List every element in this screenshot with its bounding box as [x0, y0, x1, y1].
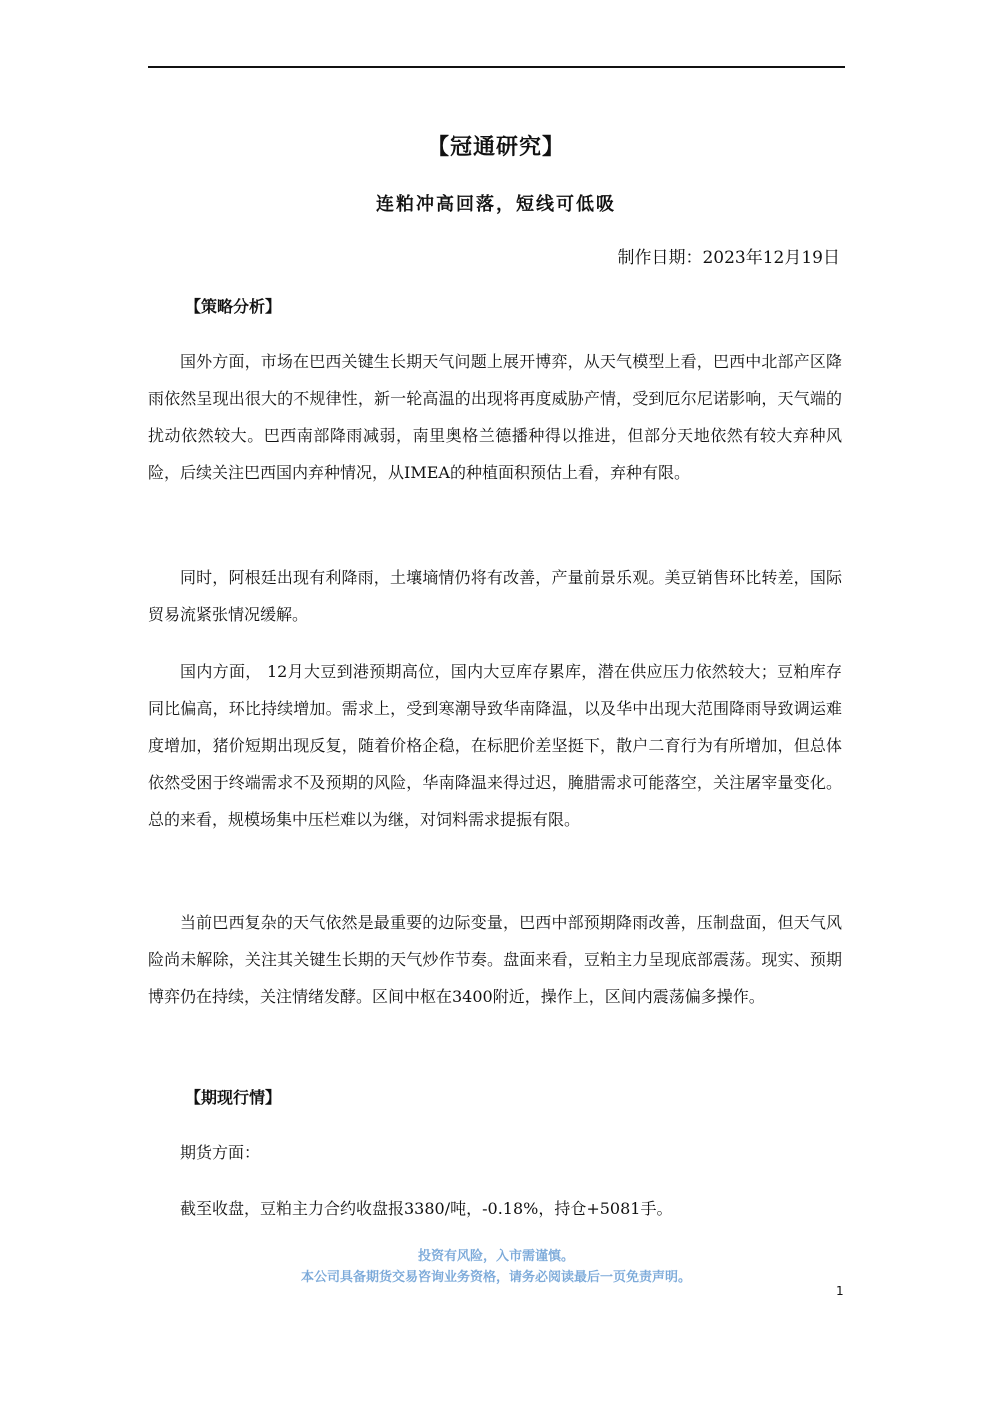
paragraph-outlook: 当前巴西复杂的天气依然是最重要的边际变量，巴西中部预期降雨改善，压制盘面，但天气风险尚未解除，关注其关键生长期的天气炒作节奏。盘面来看，豆粕主力呈现底部震荡。现实、预期博弈仍在持续，关注情绪发酵。区间中枢在3400附近，操作上，区间内震荡偏多操作。 [148, 913, 842, 1006]
paragraph-domestic: 国内方面， 12月大豆到港预期高位，国内大豆库存累库，潜在供应压力依然较大；豆粕库存同比偏高，环比持续增加。需求上，受到寒潮导致华南降温，以及华中出现大范围降雨导致调运难度增加，猪价短期出现反复，随着价格企稳，在标肥价差坚挺下，散户二育行为有所增加，但总体依然受困于终端需求不及预期的风险，华南降温来得过迟，腌腊需求可能落空，关注屠宰量变化。总的来看，规模场集中压栏难以为继，对饲料需求提振有限。 [148, 662, 842, 829]
report-date: 制作日期：2023年12月19日 [617, 248, 840, 268]
header-rule [148, 66, 845, 68]
section-heading-strategy: 【策略分析】 [185, 297, 282, 316]
paragraph-futures-label: 期货方面： [180, 1143, 261, 1162]
page-number: 1 [836, 1284, 844, 1298]
paragraph-argentina: 同时，阿根廷出现有利降雨，土壤墒情仍将有改善，产量前景乐观。美豆销售环比转差，国际贸易流紧张情况缓解。 [148, 568, 842, 624]
paragraph-foreign: 国外方面，市场在巴西关键生长期天气问题上展开博弈，从天气模型上看，巴西中北部产区降雨依然呈现出很大的不规律性，新一轮高温的出现将再度威胁产情，受到厄尔尼诺影响，天气端的扰动依然较大。巴西南部降雨减弱，南里奥格兰德播种得以推进，但部分天地依然有较大弃种风险，后续关注巴西国内弃种情况，从IMEA的种植面积预估上看，弃种有限。 [148, 352, 842, 482]
brand-title: 【冠通研究】 [426, 134, 565, 160]
footer-risk-warning: 投资有风险，入市需谨慎。 [417, 1249, 574, 1264]
footer-disclaimer: 本公司具备期货交易咨询业务资格，请务必阅读最后一页免责声明。 [300, 1270, 691, 1285]
paragraph-futures-close: 截至收盘，豆粕主力合约收盘报3380/吨，-0.18%，持仓+5081手。 [180, 1199, 673, 1218]
section-heading-market: 【期现行情】 [185, 1088, 282, 1107]
report-title: 连粕冲高回落，短线可低吸 [376, 194, 616, 215]
